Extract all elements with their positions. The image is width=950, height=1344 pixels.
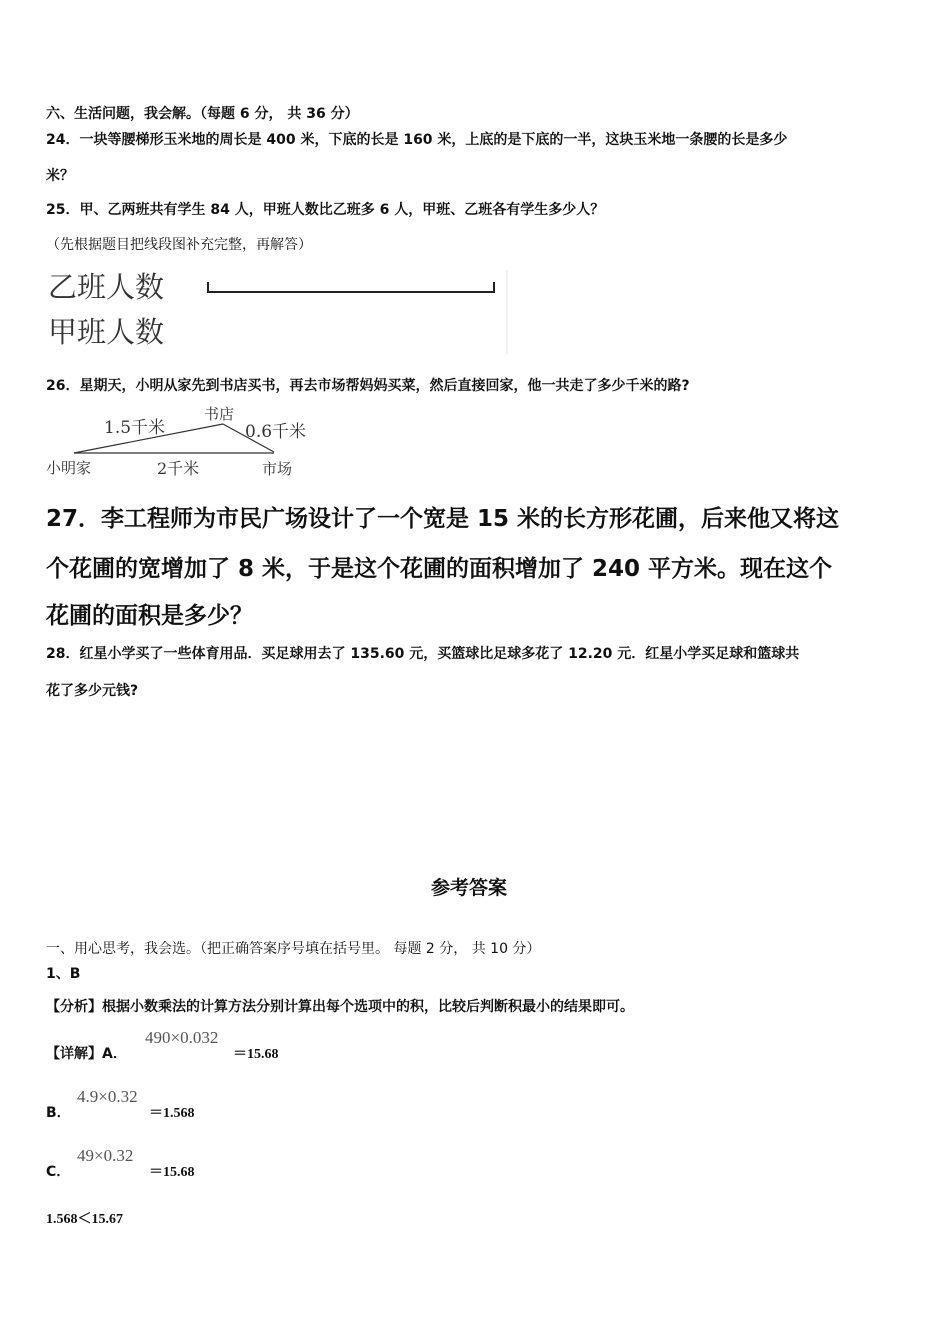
bookstore-label: 书店 [204,405,235,423]
result-c: ＝15.68 [149,1165,195,1180]
q25-line2: （先根据题目把线段图补充完整，再解答） [46,237,312,253]
q28-line2: 花了多少元钱? [46,683,139,699]
q24-line2: 米？ [46,168,74,184]
q27-line2: 个花圃的宽增加了 8 米，于是这个花圃的面积增加了 240 平方米。现在这个 [46,556,833,582]
section-heading: 六、生活问题，我会解。（每题 6 分， 共 36 分） [46,106,359,122]
label-yi-class: 乙班人数 [48,270,165,304]
compare-result: 1.568＜15.67 [46,1212,123,1227]
expr-b: 4.9×0.32 [77,1087,138,1106]
home-label: 小明家 [46,459,92,477]
market-label: 市场 [262,460,293,478]
detail-b-prefix: B． [46,1105,71,1121]
q27-line1 [46,500,839,533]
answers-section1-heading: 一、用心思考，我会选。（把正确答案序号填在括号里。 每题 2 分， 共 10 分） [46,941,541,957]
expr-c: 49×0.32 [77,1146,134,1165]
q27-line3: 花圃的面积是多少？ [46,603,253,629]
answer-1: 1、B [46,966,81,982]
detail-c-prefix: C． [46,1164,71,1180]
result-b: ＝1.568 [149,1106,195,1121]
distance-home-bookstore: 1.5千米 [104,418,166,438]
expr-a: 490×0.032 [145,1028,219,1047]
q28-line1: 28．红星小学买了一些体育用品．买足球用去了 135.60 元，买篮球比足球多花了 12.20 元．红星小学买足球和篮球共 [46,646,800,662]
answers-title: 参考答案 [431,877,508,899]
result-a: ＝15.68 [233,1047,279,1062]
q26-line1: 26．星期天，小明从家先到书店买书，再去市场帮妈妈买菜，然后直接回家，他一共走了多少千米的路? [46,378,690,394]
segment-diagram [200,270,510,355]
distance-home-market: 2千米 [157,459,200,478]
q27-line1-text: 27．李工程师为市民广场设计了一个宽是 15 米的长方形花圃，后来他又将这 [46,506,840,532]
label-jia-class: 甲班人数 [48,315,165,349]
q24-line1: 24．一块等腰梯形玉米地的周长是 400 米，下底的长是 160 米，上底的是下底的一半，这块玉米地一条腰的长是多少 [46,132,788,148]
answer-analysis: 【分析】根据小数乘法的计算方法分别计算出每个选项中的积，比较后判断积最小的结果即可。 [46,999,634,1015]
detail-a-prefix: 【详解】A． [46,1046,127,1062]
q25-line1: 25．甲、乙两班共有学生 84 人，甲班人数比乙班多 6 人，甲班、乙班各有学生多少人？ [46,202,605,218]
distance-bookstore-market: 0.6千米 [245,422,307,442]
